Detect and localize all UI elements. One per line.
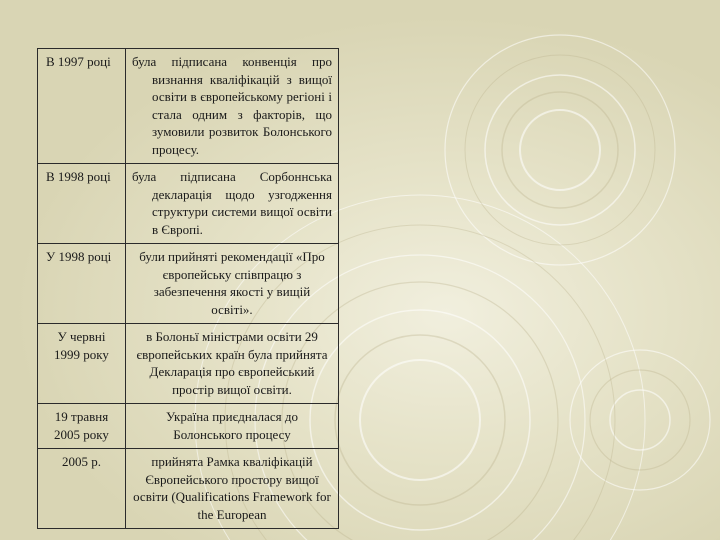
event-cell: була підписана конвенція про визнання кваліфікацій з вищої освіти в європейському регіоні і стала одним з факторів, що зумовили розвиток Болонського процесу. (126, 49, 339, 164)
date-cell: У червні 1999 року (38, 324, 126, 404)
event-cell: була підписана Сорбоннська декларація щодо узгодження структури системи вищої освіти в Європі. (126, 164, 339, 244)
date-cell: У 1998 році (38, 244, 126, 324)
event-cell: прийнята Рамка кваліфікацій Європейського простору вищої освіти (Qualifications Framework for the European (126, 449, 339, 529)
table-row (38, 404, 339, 449)
date-cell: 19 травня 2005 року (38, 404, 126, 449)
timeline-table-container (37, 48, 339, 540)
event-cell: були прийняті рекомендації «Про європейську співпрацю з забезпечення якості у вищій освіті». (126, 244, 339, 324)
bologna-timeline-table (37, 48, 339, 529)
table-row (38, 49, 339, 164)
table-row (38, 449, 339, 529)
date-cell: В 1998 році (38, 164, 126, 244)
table-row (38, 164, 339, 244)
table-row (38, 324, 339, 404)
event-cell: в Болоньї міністрами освіти 29 європейських країн була прийнята Декларація про європейський простір вищої освіти. (126, 324, 339, 404)
date-cell: 2005 р. (38, 449, 126, 529)
event-cell: Україна приєдналася до Болонського процесу (126, 404, 339, 449)
table-row (38, 244, 339, 324)
date-cell: В 1997 році (38, 49, 126, 164)
